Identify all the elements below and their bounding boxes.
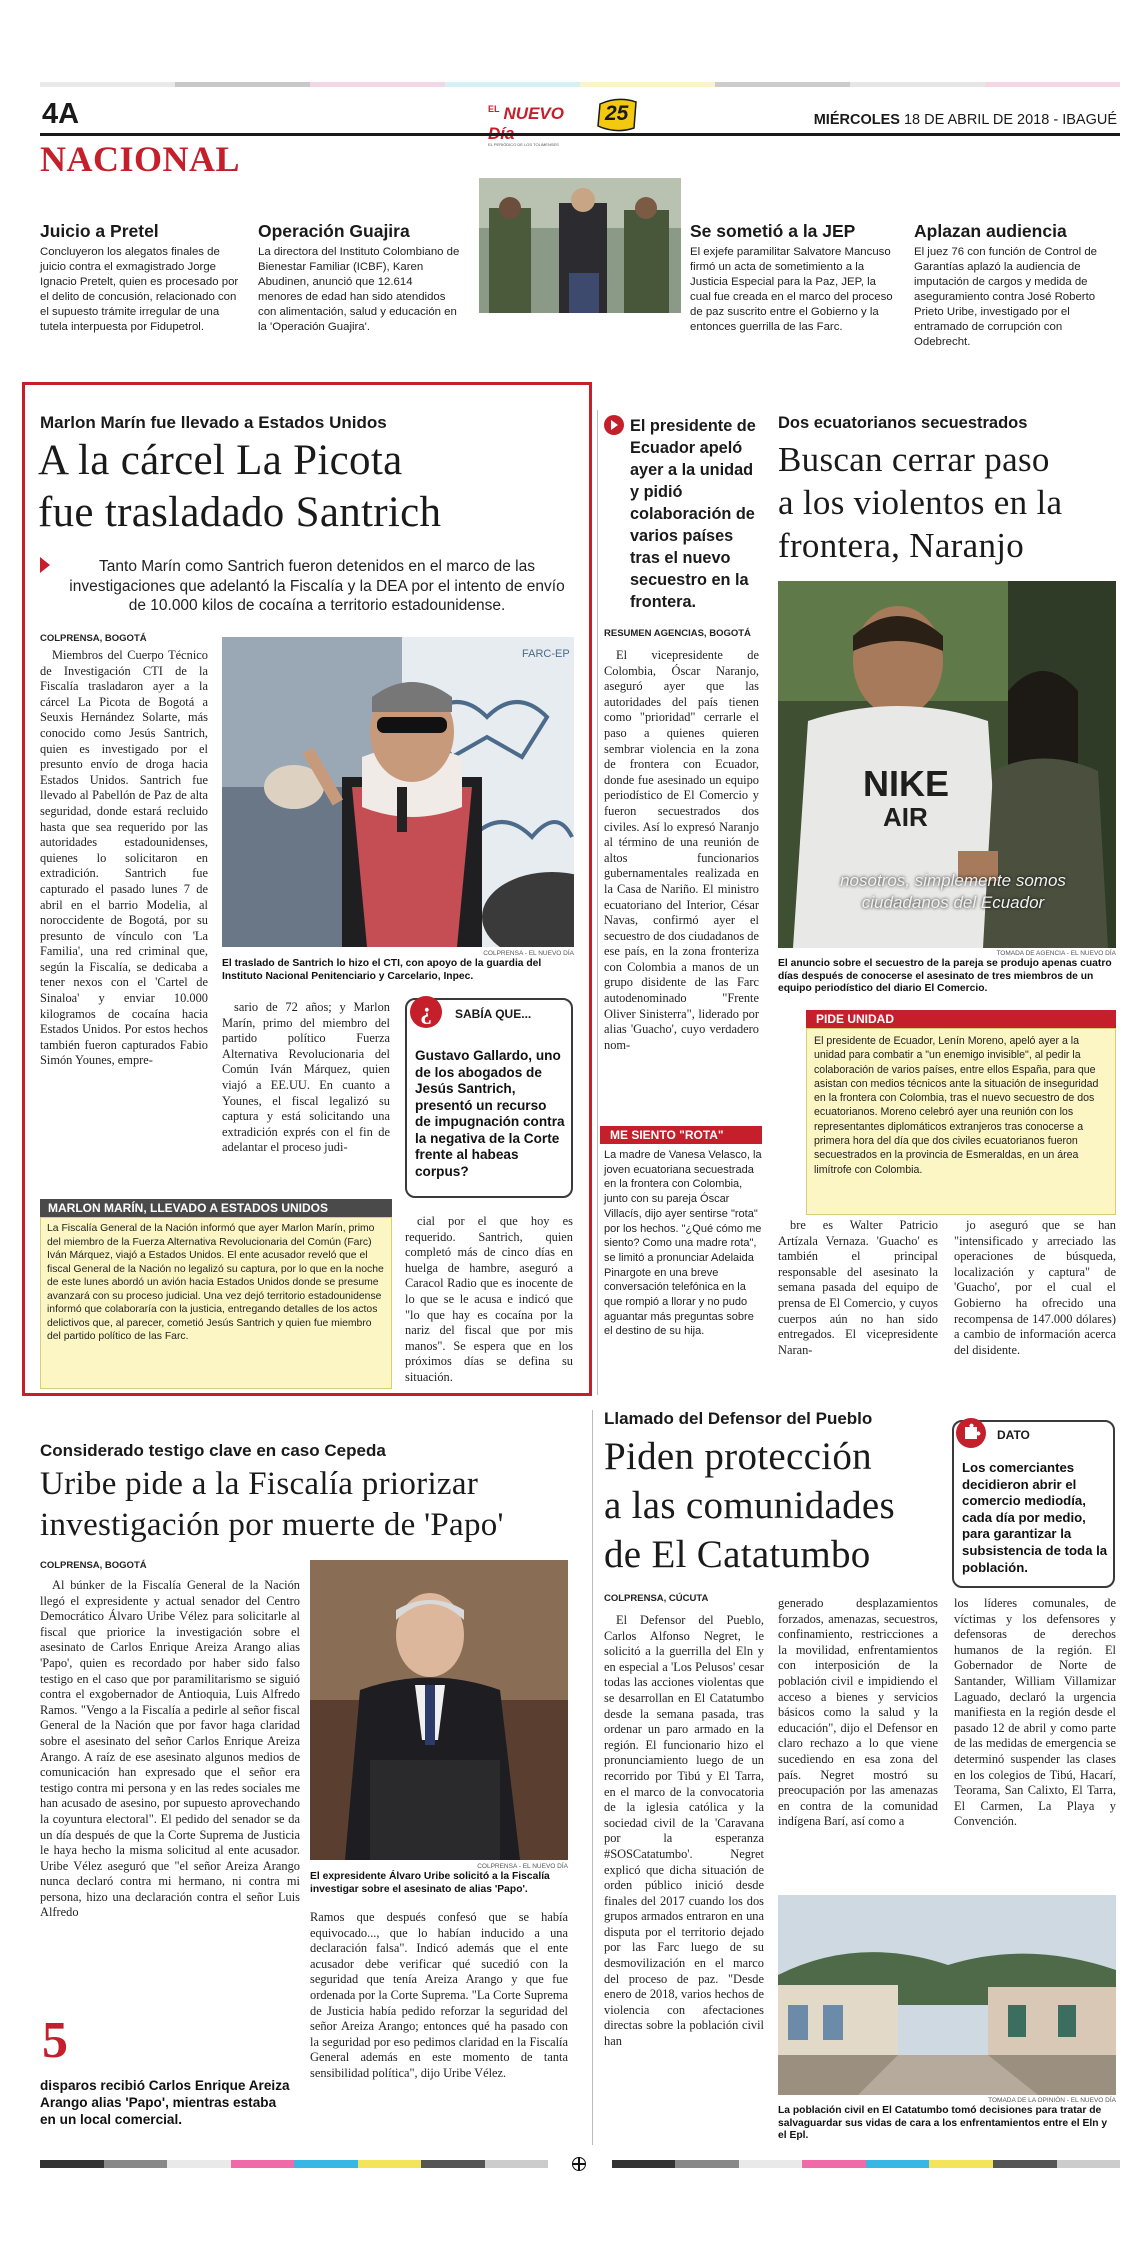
catatumbo-photo-credit: TOMADA DE LA OPINIÓN - EL NUEVO DÍA (988, 2097, 1116, 2104)
uribe-col1 (40, 1578, 300, 2018)
catatumbo-col3 (954, 1596, 1116, 1886)
santrich-deck: Tanto Marín como Santrich fueron detenidos en el marco de las investigaciones que adelantó la Fiscalía y la DEA por el intento de envío de 10.000 kilos de cocaína a territorio estadounidense. (69, 558, 565, 614)
catatumbo-kicker: Llamado del Defensor del Pueblo (604, 1409, 873, 1428)
santrich-photo-credit: COLPRENSA - EL NUEVO DÍA (483, 950, 574, 957)
logo-name: NUEVO (503, 104, 564, 123)
santrich-col1 (40, 648, 208, 1203)
uribe-big-number: 5 (42, 2012, 68, 2069)
santrich-headline-line1: A la cárcel La Picota (38, 437, 403, 484)
header-rule (40, 133, 1120, 136)
brief-text: La directora del Instituto Colombiano de Bienestar Familiar (ICBF), Karen Abudinen, anunció que 12.614 menores de edad han sido atendidos con alimentación, salud y educación en la 'Operación Guajira'. (258, 246, 460, 333)
ecuador-col3 (954, 1218, 1116, 1378)
brief-title: Se sometió a la JEP (690, 221, 856, 241)
uribe-col2 (310, 1910, 568, 2150)
ecuador-photo-overlay-1: nosotros, simplemente somos (840, 871, 1066, 890)
masthead-logo (488, 104, 588, 147)
uribe-photo (310, 1560, 568, 1860)
ecuador-headline-line1: Buscan cerrar paso (778, 440, 1050, 479)
date-rest: 18 DE ABRIL DE 2018 - IBAGUÉ (903, 112, 1117, 128)
catatumbo-col3-text: los líderes comunales, de víctimas y los defensores y defensoras de derechos humanos de la región. El Gobernador de Norte de Santander, William Villamizar Laguado, declaró la urgencia manifiesta en la región desde el pasado 12 de abril y como parte de las medidas de emergencia se determinó suspender las clases en los colegios de Tibú, Hacarí, Teorama, San Calixto, El Tarra, El Carmen, La Playa y Convención. (954, 1596, 1116, 1829)
ecuador-col3-text: jo aseguró que se han "intensificado y arreciado las operaciones de búsqueda, localización y captura" de 'Guacho', por el cual el Gobierno ha ofrecido una recompensa de 147.000 dólares) a cambio de información acerca del disidente. (954, 1218, 1116, 1357)
catatumbo-headline-line1: Piden protección (604, 1435, 872, 1478)
catatumbo-col1-text: El Defensor del Pueblo, Carlos Alfonso Negret, le solicitó a la guerrilla del Eln y en especial a 'Los Pelusos' cesar todas las acciones violentas que se desarrollan en El Catatumbo desde la semana pasada, tras ordenar un paro armado en la región. El funcionario hizo el pronunciamiento luego de un recorrido por Tibú y El Tarra, en el marco de la convocatoria de la iglesia católica y la sociedad civil de la 'Caravana por la esperanza #SOSCatatumbo'. Negret explicó que dicha situación de orden público inició desde finales del 2017 cuando los dos grupos armados entraron en una disputa por el territorio dejado por las Farc luego de su desmovilización en el marco del proceso de paz. "Desde enero de 2018, varios hechos de violencia con afectaciones directas sobre la población civil han (604, 1613, 764, 2049)
svg-text:NIKE: NIKE (863, 763, 950, 804)
brief-guajira (258, 221, 460, 335)
column-divider (597, 410, 598, 1395)
marin-box-text: La Fiscalía General de la Nación informó que ayer Marlon Marín, primo del miembro de la Fuerza Alternativa Revolucionaria del Común (Farc) Iván Márquez, viajó a Estados Unidos. El ente acusador reveló que el fiscal General de la Nación no legalizó su captura, por lo que en la noche de este lunes abordó un avión hacia Estados Unidos donde se presume avanzará con su proceso judicial. Una vez dejó territorio estadounidense informó que colaboraría con la justicia, entregando detalles de los actos delictivos que, al parecer, cometió Jesús Santrich y quien fue miembro del partido político de las Farc. (47, 1223, 384, 1342)
anniversary-badge (596, 96, 640, 134)
uribe-col1-text: Al búnker de la Fiscalía General de la Nación llegó el expresidente y actual senador del Centro Democrático Álvaro Uribe Vélez para solicitarle al fiscal que priorice la investigación sobre el asesinato de Carlos Enrique Areiza Arango alias 'Papo', quien es recordado por haber sido falso testigo en el caso que por paramilitarismo se siguió contra el exgobernador de Antioquia, Luis Alfredo Ramos. "Vengo a la Fiscalía a pedirle al señor fiscal General de la Nación que por favor haga claridad sobre el asesinato del señor Carlos Enrique Areiza Arango. A raíz de ese asesinato algunos medios de comunicación han expresado que el señor era testigo contra mi persona y en las redes sociales me han acusado de asesino, por supuesto aprovechando la coyuntura electoral". El pedido del senador se da un día después de que la Corte Suprema de Justicia le haya hecho la misma solicitud al ente acusador. Uribe Vélez aseguró que "el señor Areiza Arango nunca declaró contra mi hermano, ni contra mi persona, hizo una declaración contra el señor Luis Alfredo (40, 1578, 300, 1920)
santrich-photo-caption: El traslado de Santrich lo hizo el CTI, con apoyo de la guardia del Instituto Nacional Penitenciario y Carcelario, Inpec. (222, 958, 542, 982)
ecuador-photo (778, 581, 1116, 948)
ecuador-headline-line2: a los violentos en la (778, 483, 1063, 522)
ecuador-photo-credit: TOMADA DE AGENCIA - EL NUEVO DÍA (996, 950, 1116, 957)
ecuador-headline-line3: frontera, Naranjo (778, 526, 1025, 565)
brief-pretel (40, 221, 240, 335)
uribe-photo-caption: El expresidente Álvaro Uribe solicitó a la Fiscalía investigar sobre el asesinato de alias 'Papo'. (310, 1871, 550, 1895)
anniversary-number: 25 (605, 102, 629, 125)
pide-unidad-box (806, 1028, 1116, 1215)
ecuador-byline: RESUMEN AGENCIAS, BOGOTÁ (604, 628, 751, 639)
ecuador-col2-text: bre es Walter Patricio Artízala Vernaza. 'Guacho' es también el principal responsable del asesinato la semana pasada del equipo de prensa de El Comercio, y cuyos cuerpos aún no han sido entregados. El vicepresidente Naran- (778, 1218, 938, 1357)
uribe-kicker: Considerado testigo clave en caso Cepeda (40, 1441, 386, 1460)
catatumbo-headline-line3: de El Catatumbo (604, 1533, 871, 1576)
brief-text: El juez 76 con función de Control de Garantías aplazó la audiencia de imputación de cargos y medida de aseguramiento contra José Roberto Prieto Uribe, investigado por el entramado de corrupción con Odebrecht. (914, 246, 1098, 348)
santrich-col2 (222, 1000, 390, 1200)
header-date (814, 112, 1117, 128)
catatumbo-col2 (778, 1596, 938, 1886)
catatumbo-headline-line2: a las comunidades (604, 1484, 896, 1527)
uribe-headline-line2: investigación por muerte de 'Papo' (40, 1507, 504, 1543)
santrich-col1-text: Miembros del Cuerpo Técnico de Investigación CTI de la Fiscalía trasladaron ayer a la cárcel La Picota de Bogotá a Seuxis Hernández Solarte, más conocido como Jesús Santrich, quien es investigado por el presunto envío de droga hacia Estados Unidos. Santrich fue llevado al Pabellón de Paz de alta seguridad, donde estará recluido hasta que sea requerido por las autoridades estadounidenses, quienes lo solicitaron en extradición. Santrich fue capturado el pasado lunes 7 de abril en el barrio Modelia, al noroccidente de Bogotá, por su presunto de vínculo con 'La Familia', una red criminal que, según la Fiscalía, se dedicaba a tener nexos con el 'Cartel de Sinaloa' y enviar 10.000 kilogramos de cocaína hacia Estados Unidos. Por estos hechos también fueron capturados Fabio Simón Younes, empre- (40, 648, 208, 1068)
sabia-que-icon: ¿ (410, 996, 442, 1028)
catatumbo-photo-caption: La población civil en El Catatumbo tomó decisiones para tratar de salvaguardar sus vidas de cara a los enfrentamientos entre el Eln y el Epl. (778, 2105, 1108, 2142)
brief-title: Juicio a Pretel (40, 221, 159, 241)
logo-prefix: EL (488, 104, 500, 114)
column-divider-lower (592, 1410, 593, 2145)
santrich-col2-text: sario de 72 años; y Marlon Marín, primo del miembro del partido político Fuerza Alternativa Revolucionaria del Común Iván Márquez, quien viajó a EE.UU. En cuanto a Younes, el fiscal legalizó su captura y está solicitando una extradición exprés con el fin de adelantar el proceso judi- (222, 1000, 390, 1155)
brief-jep (690, 221, 896, 335)
svg-text:FARC-EP: FARC-EP (522, 648, 570, 660)
ecuador-photo-overlay-2: ciudadanos del Ecuador (861, 893, 1045, 912)
sabia-que-label: SABÍA QUE... (455, 1007, 532, 1021)
ecuador-col2 (778, 1218, 938, 1378)
catatumbo-byline: COLPRENSA, CÚCUTA (604, 1593, 709, 1604)
catatumbo-col1 (604, 1613, 764, 2148)
pide-unidad-label: PIDE UNIDAD (806, 1010, 1116, 1028)
logo-tagline: EL PERIÓDICO DE LOS TOLIMENSES (488, 142, 559, 147)
pullquote-arrow-icon (604, 415, 624, 435)
marin-box-label: MARLON MARÍN, LLEVADO A ESTADOS UNIDOS (40, 1199, 392, 1217)
santrich-col3-text: cial por el que hoy es requerido. Santrich, quien completó más de cinco días en huelga de hambre, aseguró a Caracol Radio que es inocente de lo que se le acusa e indicó que "lo que hay es cocaína por la nariz del fiscal que por mis manos". Se espera que en los próximos días se defina su situación. (405, 1214, 573, 1384)
ecuador-pullquote: El presidente de Ecuador apeló ayer a la unidad y pidió colaboración de varios países tras el nuevo secuestro en la frontera. (630, 417, 756, 611)
sabia-que-text: Gustavo Gallardo, uno de los abogados de Jesús Santrich, presentó un recurso de impugnación contra la negativa de la Corte frente al habeas corpus? (415, 1048, 565, 1179)
brief-title: Aplazan audiencia (914, 221, 1067, 241)
top-color-strip (40, 82, 1120, 87)
mancuso-photo (479, 178, 681, 313)
brief-title: Operación Guajira (258, 221, 410, 241)
ecuador-col1-text: El vicepresidente de Colombia, Óscar Naranjo, aseguró ayer que las autoridades del país tienen como "prioridad" cerrarle el paso a quienes quieren sembrar violencia en la zona de frontera con Ecuador, donde fue asesinado un equipo periodístico de El Comercio y fueron secuestrados dos civiles. Así lo expresó Naranjo al término de una reunión de altos funcionarios gubernamentales realizada en la Casa de Nariño. El ministro ecuatoriano del Interior, César Navas, confirmó ayer el secuestro de dos ciudadanos de ese país, en la zona fronteriza con Colombia a manos de un grupo disidente de las Farc autodenominado "Frente Oliver Sinisterra", liderado por alias 'Guacho', cuyo verdadero nom- (604, 648, 759, 1052)
pide-unidad-text: El presidente de Ecuador, Lenín Moreno, apeló ayer a la unidad para combatir a "un enemigo invisible", al pedir la colaboración de varios países, entre ellos España, para que asistan con medios técnicos ante la situación de inseguridad en la frontera con Colombia, tras el nuevo secuestro de dos ecuatorianos. Moreno celebró ayer una reunión con los representantes diplomáticos extranjeros tras conocerse a primera hora del día que dos civiles ecuatorianos fueron secuestrados en la provincia de Esmeraldas, en un área limítrofe con Colombia. (814, 1035, 1099, 1176)
svg-text:AIR: AIR (883, 802, 928, 832)
uribe-byline: COLPRENSA, BOGOTÁ (40, 1560, 147, 1571)
santrich-headline-line2: fue trasladado Santrich (38, 489, 442, 536)
brief-audiencia (914, 221, 1120, 350)
santrich-byline: COLPRENSA, BOGOTÁ (40, 633, 147, 644)
me-siento-text: La madre de Vanesa Velasco, la joven ecuatoriana secuestrada en la frontera con Colombia, junto con su pareja Óscar Villacís, dijo ayer sentirse "rota" por los hechos. "¿Qué cómo me siento? Como una madre rota", se limitó a pronunciar Adelaida Pinargote en una breve conversación telefónica en la que rompió a llorar y no pudo aguantar más preguntas sobre el destino de su hija. (604, 1149, 762, 1338)
registration-mark-icon (572, 2157, 586, 2171)
santrich-col3 (405, 1214, 573, 1389)
santrich-kicker: Marlon Marín fue llevado a Estados Unidos (40, 413, 387, 432)
section-title: NACIONAL (40, 139, 241, 179)
dato-text: Los comerciantes decidieron abrir el comercio mediodía, cada día por medio, para garantizar la subsistencia de toda la población. (962, 1460, 1108, 1575)
brief-text: El exjefe paramilitar Salvatore Mancuso firmó un acta de sometimiento a la Justicia Especial para la Paz, JEP, la cual fue creada en el marco del proceso de paz suscrito entre el Gobierno y la entonces guerrilla de las Farc. (690, 246, 893, 333)
date-day: MIÉRCOLES (813, 112, 900, 128)
marin-box (40, 1217, 392, 1389)
dato-label: DATO (997, 1428, 1030, 1442)
page-number: 4A (42, 98, 80, 130)
uribe-photo-credit: COLPRENSA - EL NUEVO DÍA (477, 1863, 568, 1870)
dato-puzzle-icon (956, 1418, 986, 1448)
catatumbo-photo (778, 1895, 1116, 2095)
santrich-photo (222, 637, 574, 947)
catatumbo-col2-text: generado desplazamientos forzados, amenazas, secuestros, confinamiento, restricciones a la movilidad, enfrentamientos con interposición de la población civil e impidiendo el acceso a bienes y servicios básicos como la salud y la educación", dijo el Defensor en claro rechazo a lo que viene sucediendo en esa zona del país. Negret mostró su preocupación por las amenazas en contra de la comunidad indígena Barí, así como a (778, 1596, 938, 1829)
uribe-col2-text: Ramos que después confesó que se había equivocado..., que lo habían inducido a una declaración falsa". Indicó además que el ente acusador debe verificar qué sucedió con la seguridad que tenía Areiza Arango y que fue ordenada por la Corte Suprema. "La Corte Suprema de Justicia había pedido reforzar la seguridad del señor Areiza Arango; entonces qué ha pasado con la seguridad por eso pedimos claridad en la Fiscalía General además en este momento de tanta sensibilidad política", dijo Uribe Vélez. (310, 1910, 568, 2080)
uribe-headline-line1: Uribe pide a la Fiscalía priorizar (40, 1466, 479, 1502)
ecuador-photo-caption: El anuncio sobre el secuestro de la pareja se produjo apenas cuatro días después de conocerse el asesinato de tres miembros de un equipo periodístico del diario El Comercio. (778, 958, 1112, 995)
ecuador-kicker: Dos ecuatorianos secuestrados (778, 414, 1028, 432)
ecuador-col1 (604, 648, 759, 1166)
brief-text: Concluyeron los alegatos finales de juicio contra el exmagistrado Jorge Ignacio Pretelt, quien es procesado por el delito de concusión, relacionado con el supuesto trámite irregular de una tutela interpuesta por Fidupetrol. (40, 246, 239, 333)
uribe-number-text: disparos recibió Carlos Enrique Areiza Arango alias 'Papo', mientras estaba en un local comercial. (40, 2078, 290, 2127)
me-siento-label: ME SIENTO "ROTA" (600, 1126, 762, 1144)
